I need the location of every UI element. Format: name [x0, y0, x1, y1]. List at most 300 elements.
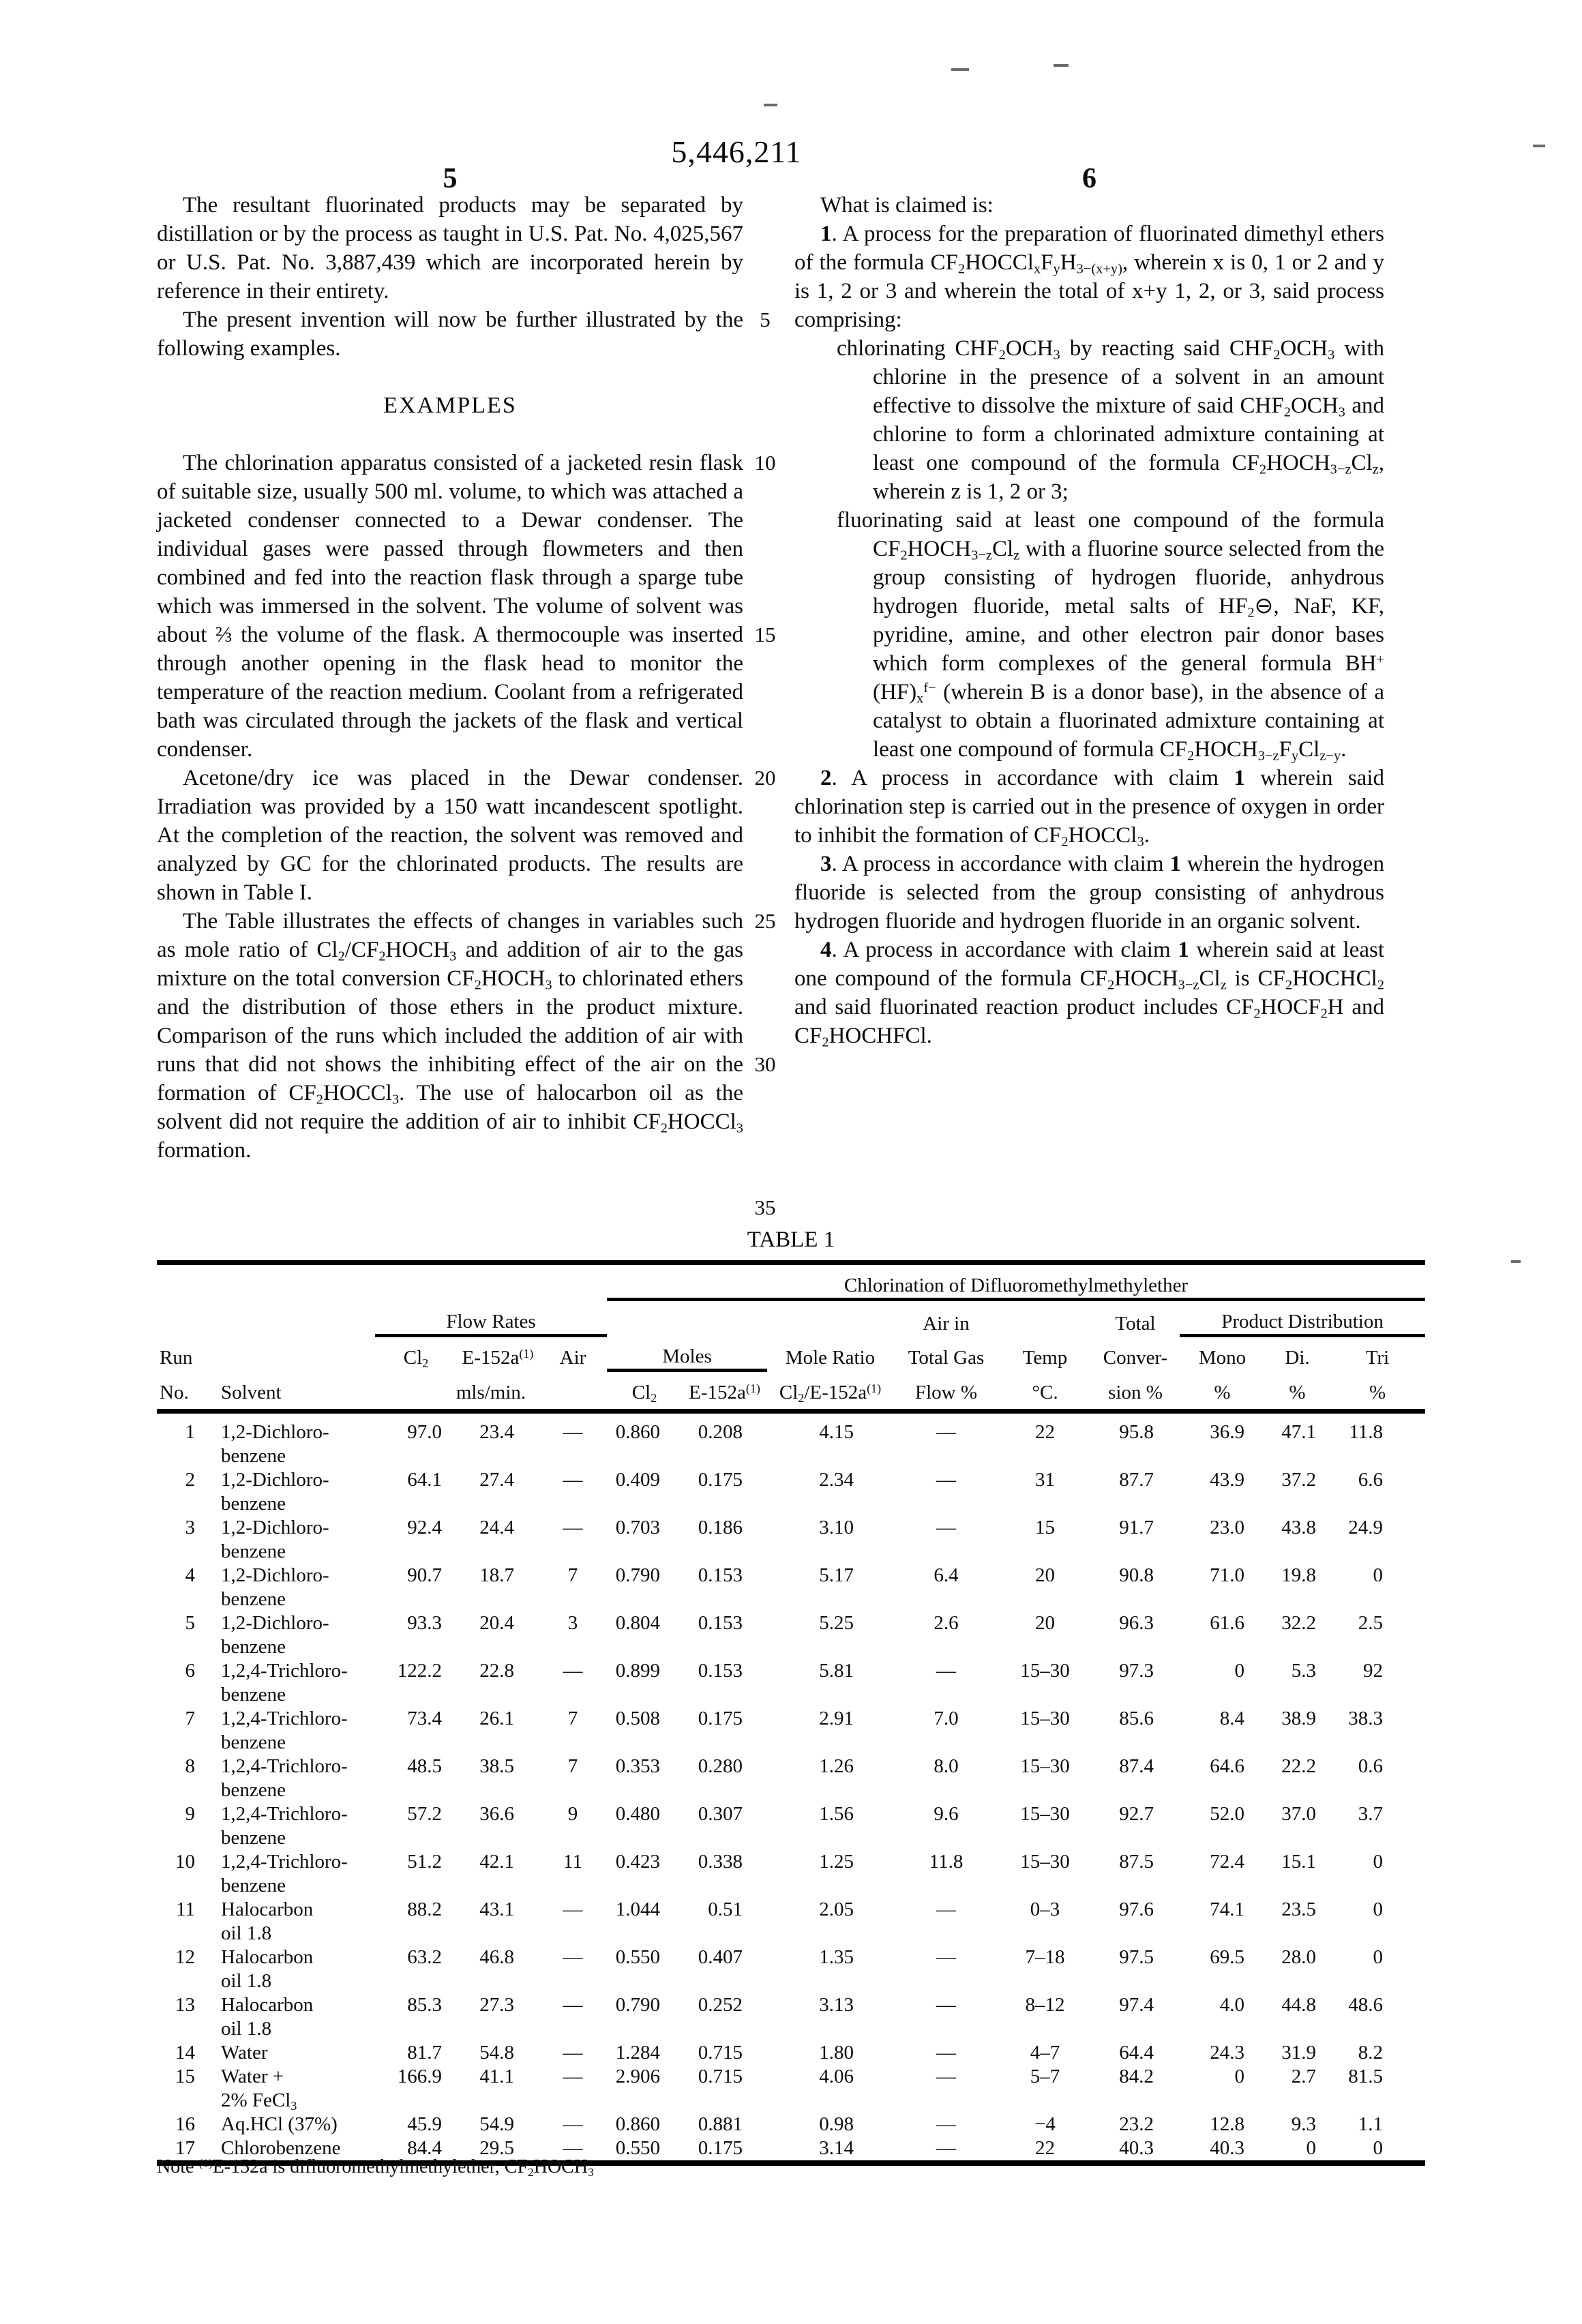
- cell-air_in: —: [936, 1946, 956, 1968]
- gutter-line-number: 25: [754, 909, 776, 933]
- cell-mono: 0: [1234, 2065, 1244, 2087]
- cell-cl2_moles: 0.804: [615, 1611, 660, 1634]
- cell-mono: 0: [1234, 1659, 1244, 1682]
- cell-conversion: 40.3: [1119, 2136, 1154, 2159]
- cell-air_in: —: [936, 1420, 956, 1443]
- cell-temp: −4: [1034, 2113, 1056, 2135]
- cell-air_in: —: [936, 2065, 956, 2087]
- header-di-pct: %: [1265, 1370, 1330, 1411]
- table-row: [157, 1755, 1425, 1802]
- cell-di: 31.9: [1281, 2041, 1316, 2064]
- gutter-line-number: 35: [754, 1195, 776, 1219]
- cell-mole_ratio: 2.34: [819, 1468, 854, 1491]
- cell-cl2_moles: 0.353: [615, 1755, 660, 1777]
- header-flow-rates: Flow Rates: [375, 1300, 607, 1336]
- header-mls-min: mls/min.: [375, 1370, 607, 1411]
- cell-e152a_moles: 0.208: [698, 1420, 743, 1443]
- cell-e152a_flow: 43.1: [479, 1898, 514, 1920]
- cell-e152a_flow: 27.4: [479, 1468, 514, 1491]
- cell-solvent: 1,2,4-Trichloro- benzene: [221, 1707, 348, 1753]
- table-row: [157, 1516, 1425, 1564]
- cell-air_in: —: [936, 1468, 956, 1491]
- paragraph: The chlorination apparatus consisted of a jacketed resin flask of suitable size, usually 500 ml. volume, to which was attached a jacketed condenser connected to a Dewar condenser. The individual gases were passed through flowmeters and then combined and fed into the reaction flask through a sparge tube which was immersed in the solvent. The volume of solvent was about ⅔ the volume of the flask. A thermocouple was inserted through another opening in the flask head to monitor the temperature of the reaction medium. Coolant from a refrigerated bath was circulated through the jackets of the flask and vertical condenser.: [157, 451, 743, 762]
- cell-cl2_moles: 0.550: [615, 1946, 660, 1968]
- cell-di: 38.9: [1281, 1707, 1316, 1729]
- cell-tri: 38.3: [1348, 1707, 1384, 1729]
- cell-air: 11: [563, 1850, 582, 1873]
- cell-tri: 11.8: [1349, 1420, 1384, 1443]
- cell-air_in: 2.6: [934, 1611, 959, 1634]
- cell-tri: 2.5: [1358, 1611, 1384, 1634]
- cell-mole_ratio: 0.98: [819, 2113, 854, 2135]
- cell-air: —: [563, 2065, 583, 2087]
- cell-mono: 4.0: [1219, 1993, 1244, 2016]
- cell-tri: 0: [1373, 1564, 1384, 1586]
- cell-air_in: 7.0: [934, 1707, 959, 1729]
- cell-air_in: —: [936, 1898, 956, 1920]
- header-e152a-flow: $E-152a^{(1)}$: [462, 1347, 534, 1369]
- cell-di: 19.8: [1281, 1564, 1316, 1586]
- header-flow-pct: Flow %: [893, 1370, 999, 1411]
- cell-no: 1: [185, 1420, 195, 1443]
- cell-conversion: 87.4: [1119, 1755, 1154, 1777]
- cell-mole_ratio: 3.10: [819, 1516, 854, 1538]
- cell-e152a_flow: 23.4: [479, 1420, 514, 1443]
- cell-di: 37.0: [1281, 1802, 1316, 1825]
- cell-conversion: 64.4: [1119, 2041, 1154, 2064]
- cell-air_in: 6.4: [934, 1564, 959, 1586]
- cell-air: —: [563, 2041, 583, 2064]
- cell-di: 28.0: [1281, 1946, 1316, 1968]
- cell-tri: 1.1: [1358, 2113, 1384, 2135]
- table-row: [157, 2113, 1425, 2136]
- cell-mono: 12.8: [1210, 2113, 1244, 2135]
- cell-tri: 0.6: [1358, 1755, 1384, 1777]
- cell-e152a_flow: 36.6: [479, 1802, 514, 1825]
- table-body: [157, 1411, 1425, 2163]
- cell-conversion: 92.7: [1119, 1802, 1154, 1825]
- patent-number: 5,446,211: [671, 134, 802, 169]
- cell-no: 11: [176, 1898, 195, 1920]
- cell-di: 22.2: [1281, 1755, 1316, 1777]
- scan-artifact: [951, 68, 969, 71]
- cell-tri: 0: [1373, 1946, 1384, 1968]
- cell-solvent: Chlorobenzene: [221, 2136, 341, 2159]
- cell-conversion: 91.7: [1119, 1516, 1154, 1538]
- cell-e152a_flow: 46.8: [479, 1946, 514, 1968]
- cell-mono: 43.9: [1210, 1468, 1244, 1491]
- cell-tri: 48.6: [1348, 1993, 1384, 2016]
- cell-di: 5.3: [1291, 1659, 1316, 1682]
- cell-cl2_flow: 85.3: [407, 1993, 442, 2016]
- cell-e152a_flow: 54.8: [479, 2041, 514, 2064]
- cell-air: —: [563, 1516, 583, 1538]
- cell-cl2_moles: 0.899: [615, 1659, 660, 1682]
- cell-e152a_moles: 0.175: [698, 1468, 743, 1491]
- claim-1-step-chlorinating: chlorinating $CHF_2OCH_3$ by reacting said $CHF_2OCH_3$ with chlorine in the presence of a solvent in an amount effective to dissolve the mixture of said $CHF_2OCH_3$ and chlorine to form a chlorinated admixture containing at least one compound of the formula $CF_2HOCH_{3-z}Cl_z$, wherein z is 1, 2 or 3;: [837, 336, 1385, 504]
- cell-tri: 81.5: [1348, 2065, 1384, 2087]
- cell-no: 6: [185, 1659, 195, 1682]
- table-row: [157, 1707, 1425, 1755]
- cell-solvent: 1,2-Dichloro- benzene: [221, 1468, 329, 1515]
- cell-cl2_moles: 2.906: [615, 2065, 660, 2087]
- cell-temp: 5–7: [1030, 2065, 1060, 2087]
- cell-e152a_moles: 0.186: [698, 1516, 743, 1538]
- cell-air: 7: [567, 1707, 578, 1729]
- cell-e152a_moles: 0.280: [698, 1755, 743, 1777]
- cell-temp: 31: [1035, 1468, 1055, 1491]
- cell-di: 0: [1306, 2136, 1316, 2159]
- header-temp: Temp: [1022, 1347, 1068, 1369]
- cell-air_in: —: [936, 2113, 956, 2135]
- claim-1: 1. A process for the preparation of fluorinated dimethyl ethers of the formula $CF_2HOCCl_xF_yH_{3-(x+y)}$, wherein x is 0, 1 or 2 and y is 1, 2 or 3 and wherein the total of x+y 1, 2, or 3, said process comprising:: [794, 222, 1384, 332]
- cell-tri: 8.2: [1358, 2041, 1384, 2064]
- cell-conversion: 87.7: [1119, 1468, 1154, 1491]
- cell-cl2_flow: 92.4: [407, 1516, 442, 1538]
- cell-cl2_flow: 166.9: [397, 2065, 442, 2087]
- cell-e152a_flow: 26.1: [479, 1707, 514, 1729]
- cell-conversion: 96.3: [1119, 1611, 1154, 1634]
- header-air-in: Air in: [923, 1312, 970, 1335]
- cell-no: 3: [185, 1516, 195, 1538]
- cell-air_in: 9.6: [934, 1802, 959, 1825]
- header-sion-pct: sion %: [1091, 1370, 1180, 1411]
- cell-cl2_flow: 81.7: [407, 2041, 442, 2064]
- cell-di: 9.3: [1291, 2113, 1316, 2135]
- cell-cl2_flow: 51.2: [407, 1850, 442, 1873]
- gutter-line-number: 20: [754, 766, 776, 790]
- cell-temp: 8–12: [1025, 1993, 1065, 2016]
- cell-tri: 92: [1363, 1659, 1384, 1682]
- cell-cl2_moles: 0.790: [615, 1564, 660, 1586]
- cell-e152a_flow: 18.7: [479, 1564, 514, 1586]
- cell-tri: 0: [1373, 2136, 1384, 2159]
- cell-solvent: 1,2,4-Trichloro- benzene: [221, 1802, 348, 1849]
- paragraph: The resultant fluorinated products may be separated by distillation or by the process as taught in U.S. Pat. No. 4,025,567 or U.S. Pat. No. 3,887,439 which are incorporated herein by reference in their entirety.: [157, 193, 743, 303]
- cell-air: 7: [567, 1564, 578, 1586]
- cell-tri: 24.9: [1348, 1516, 1384, 1538]
- paragraph: The present invention will now be further illustrated by the following examples.: [157, 308, 743, 361]
- cell-temp: 15–30: [1020, 1802, 1070, 1825]
- cell-air: —: [563, 1898, 583, 1920]
- cell-di: 2.7: [1291, 2065, 1316, 2087]
- cell-cl2_moles: 1.044: [615, 1898, 660, 1920]
- cell-conversion: 97.3: [1119, 1659, 1154, 1682]
- cell-mole_ratio: 1.25: [819, 1850, 854, 1873]
- claims-intro: What is claimed is:: [820, 193, 994, 218]
- cell-conversion: 95.8: [1119, 1420, 1154, 1443]
- header-air: Air: [559, 1347, 586, 1369]
- cell-di: 37.2: [1281, 1468, 1316, 1491]
- header-moles: Moles: [607, 1336, 767, 1371]
- cell-air_in: —: [936, 1516, 956, 1538]
- cell-no: 16: [175, 2113, 195, 2135]
- cell-cl2_flow: 45.9: [407, 2113, 442, 2135]
- cell-solvent: 1,2-Dichloro- benzene: [221, 1564, 329, 1610]
- gutter-line-number: 30: [754, 1052, 776, 1076]
- cell-temp: 15–30: [1020, 1707, 1070, 1729]
- header-mole-ratio: Mole Ratio: [785, 1347, 876, 1369]
- cell-e152a_flow: 27.3: [479, 1993, 514, 2016]
- cell-temp: 15–30: [1020, 1755, 1070, 1777]
- cell-e152a_moles: 0.881: [698, 2113, 743, 2135]
- cell-cl2_moles: 0.860: [615, 2113, 660, 2135]
- header-mono-pct: %: [1180, 1370, 1265, 1411]
- cell-di: 44.8: [1281, 1993, 1316, 2016]
- cell-air: 9: [567, 1802, 578, 1825]
- header-deg-c: °C.: [999, 1370, 1091, 1411]
- table-row: [157, 1468, 1425, 1516]
- cell-cl2_moles: 0.790: [615, 1993, 660, 2016]
- header-tri: Tri: [1365, 1347, 1390, 1369]
- cell-mono: 23.0: [1210, 1516, 1244, 1538]
- cell-e152a_moles: 0.153: [698, 1611, 743, 1634]
- cell-e152a_flow: 54.9: [479, 2113, 514, 2135]
- header-no: No.: [157, 1370, 205, 1411]
- cell-air: —: [563, 2113, 583, 2135]
- table-row: [157, 2041, 1425, 2065]
- cell-mole_ratio: 5.17: [819, 1564, 854, 1586]
- header-tri-pct: %: [1330, 1370, 1425, 1411]
- cell-temp: 20: [1035, 1564, 1055, 1586]
- cell-mole_ratio: 2.91: [819, 1707, 854, 1729]
- cell-conversion: 97.5: [1119, 1946, 1154, 1968]
- cell-air_in: —: [936, 2041, 956, 2064]
- table-row: [157, 1411, 1425, 1468]
- cell-solvent: 1,2-Dichloro- benzene: [221, 1420, 329, 1467]
- claim-2: 2. A process in accordance with claim 1 wherein said chlorination step is carried out in the presence of oxygen in order to inhibit the formation of $CF_2HOCCl_3$.: [794, 766, 1384, 850]
- cell-solvent: 1,2,4-Trichloro- benzene: [221, 1755, 348, 1801]
- cell-no: 4: [185, 1564, 195, 1586]
- cell-mono: 71.0: [1210, 1564, 1244, 1586]
- cell-e152a_flow: 29.5: [479, 2136, 514, 2159]
- cell-mole_ratio: 1.26: [819, 1755, 854, 1777]
- cell-cl2_moles: 0.860: [615, 1420, 660, 1443]
- cell-no: 15: [175, 2065, 195, 2087]
- cell-solvent: 1,2-Dichloro- benzene: [221, 1611, 329, 1658]
- cell-e152a_moles: 0.715: [698, 2041, 743, 2064]
- cell-e152a_moles: 0.715: [698, 2065, 743, 2087]
- cell-cl2_flow: 88.2: [407, 1898, 442, 1920]
- header-cl2-moles: $Cl_2$: [607, 1370, 682, 1411]
- header-total: Total: [1115, 1312, 1156, 1335]
- cell-e152a_flow: 42.1: [479, 1850, 514, 1873]
- scan-artifact: [1511, 1260, 1521, 1263]
- table-title: TABLE 1: [747, 1227, 835, 1252]
- cell-temp: 15–30: [1020, 1850, 1070, 1873]
- cell-solvent: 1,2-Dichloro- benzene: [221, 1516, 329, 1562]
- cell-di: 47.1: [1281, 1420, 1316, 1443]
- header-di: Di.: [1285, 1347, 1310, 1369]
- cell-solvent: Halocarbon oil 1.8: [221, 1898, 314, 1944]
- gutter-line-number: 15: [754, 623, 776, 646]
- claim-3: 3. A process in accordance with claim 1 wherein the hydrogen fluoride is selected from the group consisting of anhydrous hydrogen fluoride and hydrogen fluoride in an organic solvent.: [794, 852, 1384, 934]
- header-run: Run: [160, 1347, 193, 1369]
- cell-temp: 15–30: [1020, 1659, 1070, 1682]
- cell-air: 7: [567, 1755, 578, 1777]
- cell-cl2_flow: 57.2: [407, 1802, 442, 1825]
- cell-solvent: 1,2,4-Trichloro- benzene: [221, 1659, 348, 1705]
- cell-air: —: [563, 1420, 583, 1443]
- gutter-line-number: 10: [754, 451, 776, 475]
- cell-temp: 7–18: [1025, 1946, 1065, 1968]
- cell-no: 8: [185, 1755, 195, 1777]
- cell-no: 13: [175, 1993, 195, 2016]
- cell-e152a_flow: 24.4: [479, 1516, 514, 1538]
- cell-mono: 40.3: [1210, 2136, 1244, 2159]
- table-row: [157, 1898, 1425, 1946]
- cell-conversion: 97.4: [1119, 1993, 1154, 2016]
- cell-tri: 6.6: [1358, 1468, 1384, 1491]
- cell-temp: 0–3: [1030, 1898, 1060, 1920]
- cell-solvent: Water: [221, 2041, 268, 2064]
- table-header: [157, 1263, 1425, 1412]
- header-total-gas: Total Gas: [908, 1347, 985, 1369]
- cell-conversion: 85.6: [1119, 1707, 1154, 1729]
- cell-mole_ratio: 3.13: [819, 1993, 854, 2016]
- cell-air_in: —: [936, 1993, 956, 2016]
- table-row: [157, 1564, 1425, 1611]
- cell-no: 17: [175, 2136, 195, 2159]
- cell-cl2_flow: 93.3: [407, 1611, 442, 1634]
- cell-cl2_moles: 0.550: [615, 2136, 660, 2159]
- header-product-distribution: Product Distribution: [1180, 1300, 1425, 1336]
- table-row: [157, 1850, 1425, 1898]
- cell-mono: 52.0: [1210, 1802, 1244, 1825]
- table-row: [157, 1802, 1425, 1850]
- cell-mole_ratio: 1.35: [819, 1946, 854, 1968]
- paragraph: Acetone/dry ice was placed in the Dewar condenser. Irradiation was provided by a 150 watt incandescent spotlight. At the completion of the reaction, the solvent was removed and analyzed by GC for the chlorinated products. The results are shown in Table I.: [157, 766, 743, 905]
- cell-conversion: 84.2: [1119, 2065, 1154, 2087]
- cell-no: 12: [175, 1946, 195, 1968]
- right-text-column: [794, 191, 1384, 1050]
- cell-no: 14: [175, 2041, 195, 2064]
- cell-e152a_flow: 41.1: [479, 2065, 514, 2087]
- cell-cl2_moles: 1.284: [615, 2041, 660, 2064]
- cell-mole_ratio: 1.80: [819, 2041, 854, 2064]
- cell-cl2_flow: 48.5: [407, 1755, 442, 1777]
- cell-mono: 72.4: [1210, 1850, 1244, 1873]
- cell-air_in: 8.0: [934, 1755, 959, 1777]
- cell-cl2_flow: 97.0: [407, 1420, 442, 1443]
- cell-e152a_moles: 0.153: [698, 1564, 743, 1586]
- cell-solvent: Halocarbon oil 1.8: [221, 1993, 314, 2040]
- cell-no: 7: [185, 1707, 195, 1729]
- cell-solvent: 1,2,4-Trichloro- benzene: [221, 1850, 348, 1896]
- gutter-line-number: 5: [760, 308, 771, 331]
- cell-mono: 69.5: [1210, 1946, 1244, 1968]
- cell-e152a_moles: 0.407: [698, 1946, 743, 1968]
- cell-e152a_flow: 38.5: [479, 1755, 514, 1777]
- cell-air_in: —: [936, 1659, 956, 1682]
- header-cl2-e152a-ratio: $Cl_2/E-152a^{(1)}$: [767, 1370, 893, 1411]
- cell-cl2_moles: 0.409: [615, 1468, 660, 1491]
- table-row: [157, 1659, 1425, 1707]
- cell-mole_ratio: 4.06: [819, 2065, 854, 2087]
- examples-heading: EXAMPLES: [383, 393, 517, 418]
- cell-cl2_moles: 0.423: [615, 1850, 660, 1873]
- cell-di: 23.5: [1281, 1898, 1316, 1920]
- cell-air: —: [563, 1993, 583, 2016]
- cell-mono: 36.9: [1210, 1420, 1244, 1443]
- header-chlorination-span: Chlorination of Difluoromethylmethylether: [607, 1263, 1425, 1300]
- cell-conversion: 90.8: [1119, 1564, 1154, 1586]
- cell-air_in: —: [936, 2136, 956, 2159]
- cell-air: —: [563, 1659, 583, 1682]
- cell-solvent: Aq.HCl (37%): [221, 2113, 338, 2135]
- table-row: [157, 1946, 1425, 1993]
- cell-temp: 22: [1035, 2136, 1055, 2159]
- cell-e152a_moles: 0.51: [708, 1898, 743, 1920]
- cell-e152a_moles: 0.252: [698, 1993, 743, 2016]
- cell-e152a_moles: 0.175: [698, 1707, 743, 1729]
- cell-e152a_flow: 20.4: [479, 1611, 514, 1634]
- cell-air: —: [563, 2136, 583, 2159]
- cell-cl2_moles: 0.480: [615, 1802, 660, 1825]
- cell-mono: 61.6: [1210, 1611, 1244, 1634]
- claim-1-step-fluorinating: fluorinating said at least one compound of the formula $CF_2HOCH_{3-z}Cl_z$ with a fluorine source selected from the group consisting of hydrogen fluoride, anhydrous hydrogen fluoride, metal salts of $HF_2⊖$, NaF, KF, pyridine, amine, and other electron pair donor bases which form complexes of the general formula $BH^+(HF)_x^{f-}$ (wherein B is a donor base), in the absence of a catalyst to obtain a fluorinated admixture containing at least one compound of formula $CF_2HOCH_{3-z}F_yCl_{z-y}$.: [837, 508, 1384, 764]
- header-solvent: Solvent: [205, 1370, 375, 1411]
- cell-mole_ratio: 4.15: [819, 1420, 854, 1443]
- cell-tri: 0: [1373, 1898, 1384, 1920]
- cell-mole_ratio: 1.56: [819, 1802, 854, 1825]
- table-row: [157, 1611, 1425, 1659]
- cell-temp: 4–7: [1030, 2041, 1060, 2064]
- table-row: [157, 2065, 1425, 2113]
- cell-mono: 24.3: [1210, 2041, 1244, 2064]
- cell-conversion: 87.5: [1119, 1850, 1154, 1873]
- cell-tri: 0: [1373, 1850, 1384, 1873]
- cell-temp: 20: [1035, 1611, 1055, 1634]
- cell-solvent: Water + 2% FeCl$_3$: [221, 2065, 297, 2113]
- header-mono: Mono: [1198, 1347, 1247, 1369]
- cell-temp: 15: [1035, 1516, 1055, 1538]
- cell-mole_ratio: 2.05: [819, 1898, 854, 1920]
- cell-air: —: [563, 1468, 583, 1491]
- cell-e152a_moles: 0.153: [698, 1659, 743, 1682]
- cell-cl2_moles: 0.508: [615, 1707, 660, 1729]
- cell-e152a_moles: 0.175: [698, 2136, 743, 2159]
- cell-cl2_moles: 0.703: [615, 1516, 660, 1538]
- header-conver: Conver-: [1103, 1347, 1168, 1369]
- claim-4: 4. A process in accordance with claim 1 wherein said at least one compound of the formula $CF_2HOCH_{3-z}Cl_z$ is $CF_2HOCHCl_2$ and said fluorinated reaction product includes $CF_2HOCF_2H$ and $CF_2HOCHFCl$.: [794, 938, 1385, 1050]
- cell-cl2_flow: 73.4: [407, 1707, 442, 1729]
- cell-air: 3: [567, 1611, 578, 1634]
- table-row: [157, 1993, 1425, 2041]
- cell-di: 15.1: [1281, 1850, 1316, 1873]
- cell-cl2_flow: 84.4: [407, 2136, 442, 2159]
- cell-temp: 22: [1035, 1420, 1055, 1443]
- cell-air: —: [563, 1946, 583, 1968]
- scan-artifact: [764, 104, 777, 106]
- cell-no: 10: [175, 1850, 195, 1873]
- cell-e152a_moles: 0.338: [698, 1850, 743, 1873]
- cell-mono: 8.4: [1219, 1707, 1244, 1729]
- cell-air_in: 11.8: [929, 1850, 964, 1873]
- cell-no: 2: [185, 1468, 195, 1491]
- cell-no: 5: [185, 1611, 195, 1634]
- cell-tri: 3.7: [1358, 1802, 1384, 1825]
- cell-di: 32.2: [1281, 1611, 1316, 1634]
- header-cl2-flow: $Cl_2$: [403, 1347, 429, 1371]
- cell-mole_ratio: 5.81: [819, 1659, 854, 1682]
- cell-no: 9: [185, 1802, 195, 1825]
- table-footnote: Note $^{(1)}$E-152a is difluoromethylmethylether, $CF_2HOCH_3$: [157, 2156, 594, 2179]
- cell-e152a_moles: 0.307: [698, 1802, 743, 1825]
- results-table: [157, 1260, 1425, 2166]
- column-number-left: 5: [443, 163, 458, 194]
- column-number-right: 6: [1082, 163, 1096, 194]
